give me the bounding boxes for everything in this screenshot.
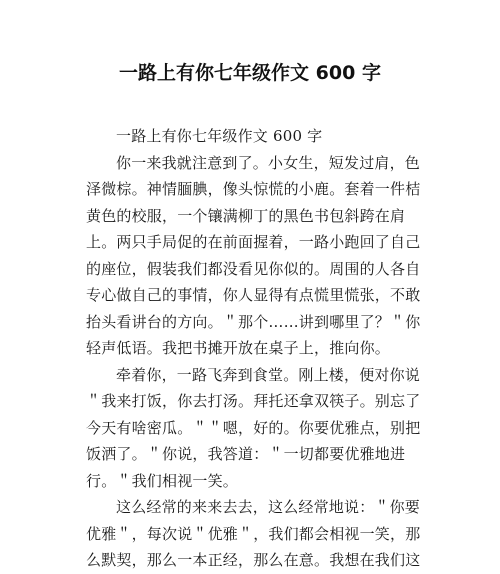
paragraph-3: 这么经常的来来去去，这么经常地说：＂你要优雅＂，每次说＂优雅＂，我们都会相视一笑，那么默契，那么一本正经，那么在意。我想在我们这 bbox=[86, 498, 421, 569]
paragraph-2: 牵着你，一路飞奔到食堂。刚上楼，便对你说＂我来打饭，你去打汤。拜托还拿双筷子。别忘了今天有啥密瓜。＂＂嗯，好的。你要优雅点，别把饭洒了。＂你说，我答道：＂一切都要优雅地进行。＂我们相视一笑。 bbox=[86, 365, 421, 490]
article-title: 一路上有你七年级作文 600 字 bbox=[119, 62, 381, 84]
article-body bbox=[86, 123, 426, 574]
paragraph-subtitle: 一路上有你七年级作文 600 字 bbox=[116, 127, 323, 145]
paragraph-1: 你一来我就注意到了。小女生，短发过肩，色泽微棕。神情腼腆，像头惊慌的小鹿。套着一件桔黄色的校服，一个镶满柳丁的黑色书包斜跨在肩上。两只手局促的在前面握着，一路小跑回了自己的座位，假装我们都没看见你似的。周围的人各自专心做自己的事情，你人显得有点慌里慌张，不敢抬头看讲台的方向。＂那个……讲到哪里了？＂你轻声低语。我把书摊开放在桌子上，推向你。 bbox=[86, 153, 421, 357]
